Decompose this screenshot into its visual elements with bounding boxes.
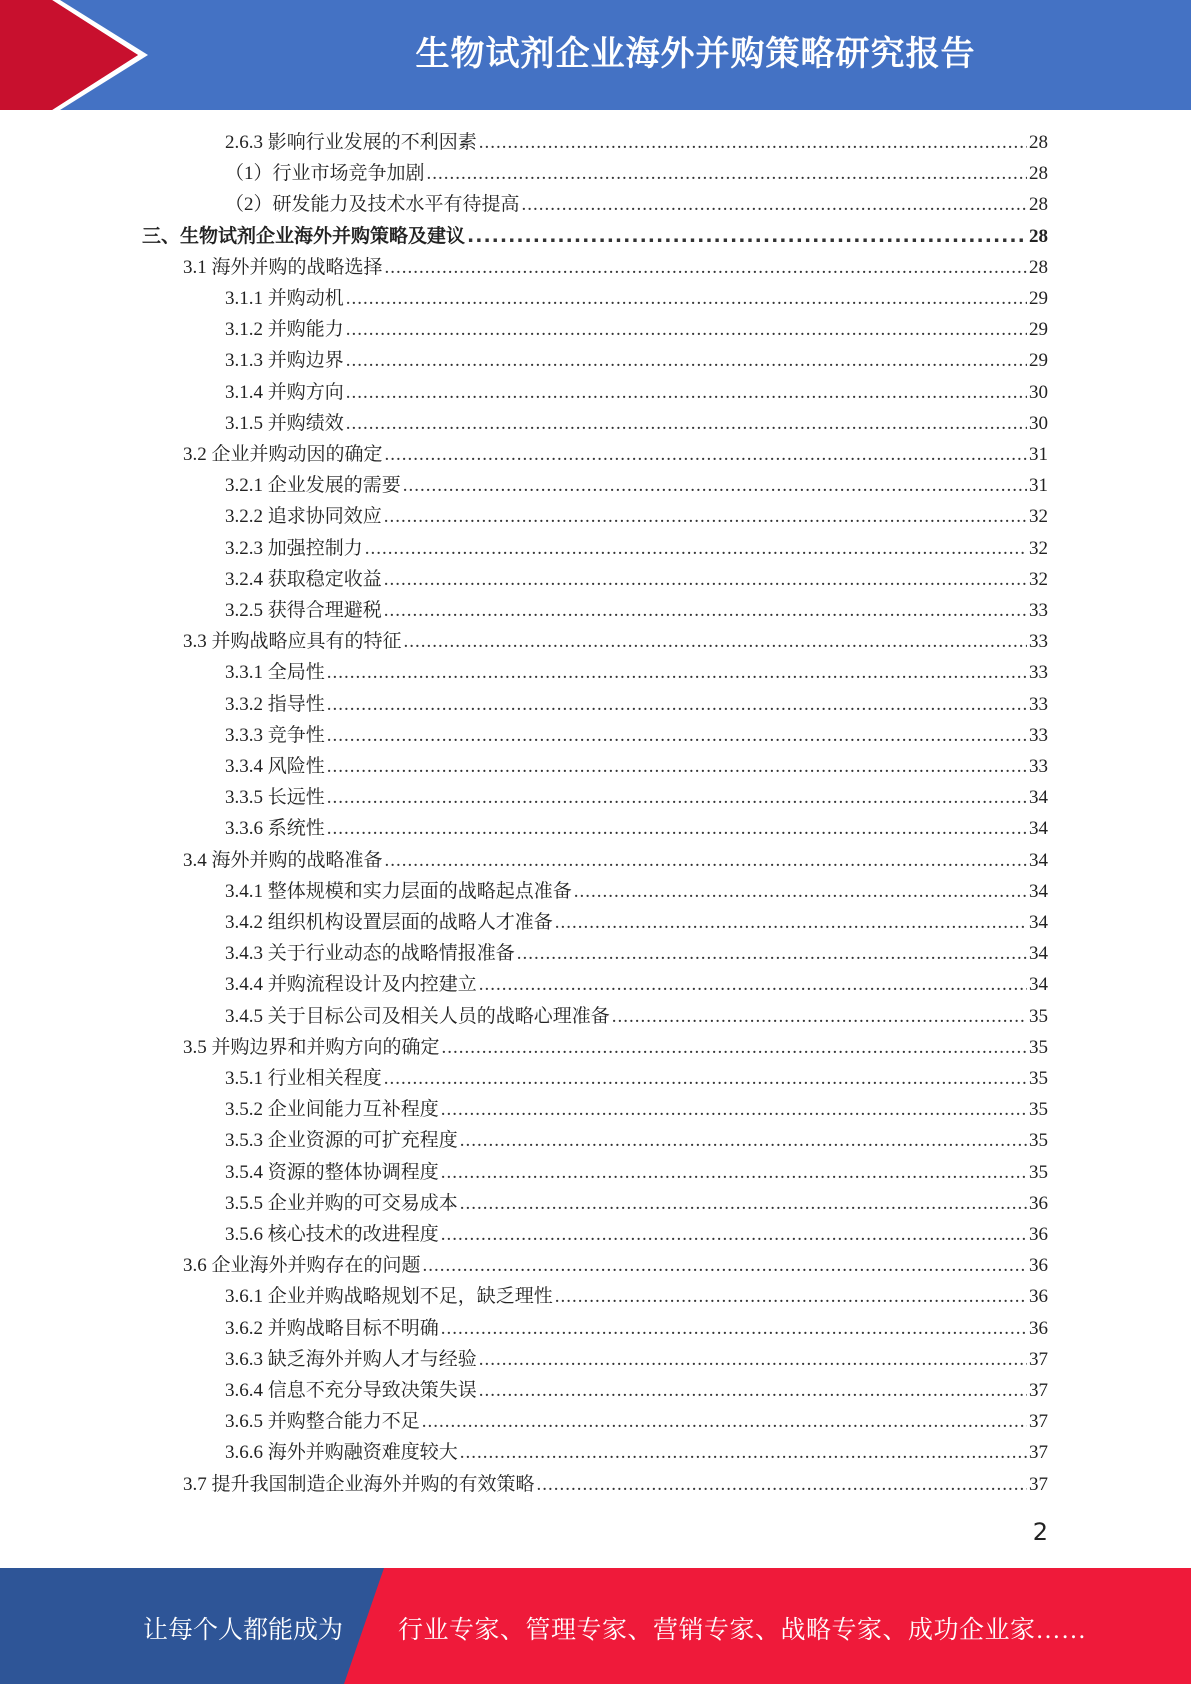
toc-entry-label: 3.5.6 核心技术的改进程度 [225, 1224, 439, 1245]
toc-entry-label: 3.3 并购战略应具有的特征 [183, 631, 402, 652]
toc-entry-page: 37 [1029, 1349, 1048, 1370]
toc-entry-label: 3.3.3 竞争性 [225, 725, 325, 746]
toc-leader-dots [346, 283, 1027, 314]
toc-entry-label: 3.5.2 企业间能力互补程度 [225, 1099, 439, 1120]
toc-entry[interactable] [142, 221, 1048, 252]
toc-entry-page: 35 [1029, 1037, 1048, 1058]
toc-leader-dots [537, 1469, 1027, 1500]
toc-entry[interactable] [225, 1094, 1048, 1125]
toc-leader-dots [479, 127, 1027, 158]
toc-entry[interactable] [225, 1001, 1048, 1032]
toc-entry[interactable] [183, 1469, 1048, 1500]
toc-entry-page: 33 [1029, 725, 1048, 746]
toc-entry-label: 3.5 并购边界和并购方向的确定 [183, 1037, 440, 1058]
toc-entry[interactable] [225, 876, 1048, 907]
toc-leader-dots [422, 1406, 1027, 1437]
toc-entry[interactable] [225, 1157, 1048, 1188]
toc-leader-dots [479, 1344, 1027, 1375]
toc-entry-page: 32 [1029, 506, 1048, 527]
toc-entry-page: 34 [1029, 974, 1048, 995]
toc-entry-label: 3.1.4 并购方向 [225, 382, 344, 403]
toc-entry-label: 3.5.1 行业相关程度 [225, 1068, 382, 1089]
toc-entry-page: 29 [1029, 288, 1048, 309]
toc-leader-dots [423, 1250, 1027, 1281]
toc-leader-dots [441, 1157, 1027, 1188]
toc-leader-dots [327, 751, 1027, 782]
toc-entry-label: （1）行业市场竞争加剧 [225, 163, 425, 184]
toc-entry-page: 28 [1029, 163, 1048, 184]
toc-leader-dots [612, 1001, 1027, 1032]
toc-entry[interactable] [225, 1375, 1048, 1406]
toc-entry[interactable] [225, 1281, 1048, 1312]
toc-entry[interactable] [225, 1219, 1048, 1250]
toc-entry[interactable] [225, 470, 1048, 501]
toc-entry-page: 36 [1029, 1286, 1048, 1307]
toc-entry[interactable] [225, 345, 1048, 376]
toc-leader-dots [346, 408, 1027, 439]
toc-entry[interactable] [225, 938, 1048, 969]
toc-entry-page: 35 [1029, 1006, 1048, 1027]
toc-leader-dots [385, 439, 1027, 470]
toc-entry-page: 35 [1029, 1099, 1048, 1120]
toc-entry-label: 3.2.5 获得合理避税 [225, 600, 382, 621]
toc-entry-page: 37 [1029, 1380, 1048, 1401]
toc-leader-dots [555, 907, 1027, 938]
footer-roles: 行业专家、管理专家、营销专家、战略专家、成功企业家…… [398, 1617, 1087, 1644]
toc-leader-dots [384, 501, 1027, 532]
toc-entry-page: 36 [1029, 1318, 1048, 1339]
toc-entry-page: 29 [1029, 350, 1048, 371]
header-band [0, 0, 1191, 110]
page-number: 2 [1032, 1518, 1048, 1546]
toc-leader-dots [517, 938, 1027, 969]
toc-entry-page: 32 [1029, 538, 1048, 559]
toc-leader-dots [442, 1032, 1027, 1063]
toc-entry-label: 3.2.3 加强控制力 [225, 538, 363, 559]
toc-entry[interactable] [225, 657, 1048, 688]
report-title: 生物试剂企业海外并购策略研究报告 [415, 34, 976, 74]
toc-entry-page: 29 [1029, 319, 1048, 340]
toc-entry-label: 3.2.2 追求协同效应 [225, 506, 382, 527]
toc-entry-label: 3.6.5 并购整合能力不足 [225, 1411, 420, 1432]
toc-leader-dots [460, 1125, 1027, 1156]
toc-leader-dots [427, 158, 1027, 189]
toc-entry-label: 3.4.4 并购流程设计及内控建立 [225, 974, 477, 995]
toc-entry[interactable] [225, 969, 1048, 1000]
toc-entry-label: 3.4 海外并购的战略准备 [183, 850, 383, 871]
toc-entry-label: 3.2.1 企业发展的需要 [225, 475, 401, 496]
toc-entry[interactable] [225, 1125, 1048, 1156]
toc-leader-dots [327, 813, 1027, 844]
toc-entry-page: 36 [1029, 1255, 1048, 1276]
toc-entry-page: 34 [1029, 818, 1048, 839]
toc-leader-dots [346, 345, 1027, 376]
toc-leader-dots [555, 1281, 1027, 1312]
toc-entry-page: 34 [1029, 943, 1048, 964]
toc-entry-label: 3.5.4 资源的整体协调程度 [225, 1162, 439, 1183]
toc-entry-label: 3.2 企业并购动因的确定 [183, 444, 383, 465]
toc-entry-label: 3.6.1 企业并购战略规划不足，缺乏理性 [225, 1286, 553, 1307]
toc-entry[interactable] [183, 1032, 1048, 1063]
toc-entry[interactable] [225, 189, 1048, 220]
toc-leader-dots [327, 782, 1027, 813]
toc-leader-dots [403, 470, 1027, 501]
toc-entry-label: 3.3.4 风险性 [225, 756, 325, 777]
toc-leader-dots [479, 969, 1027, 1000]
toc-entry-label: 3.3.6 系统性 [225, 818, 325, 839]
toc-entry-label: 3.4.1 整体规模和实力层面的战略起点准备 [225, 881, 572, 902]
toc-entry-page: 33 [1029, 756, 1048, 777]
toc-entry[interactable] [225, 1313, 1048, 1344]
toc-entry-label: 3.6.6 海外并购融资难度较大 [225, 1442, 458, 1463]
toc-entry-label: 3.3.2 指导性 [225, 694, 325, 715]
toc-entry[interactable] [225, 1063, 1048, 1094]
toc-entry-label: 3.2.4 获取稳定收益 [225, 569, 382, 590]
toc-entry[interactable] [225, 127, 1048, 158]
footer-slogan: 让每个人都能成为 [143, 1617, 344, 1644]
toc-entry-page: 28 [1029, 194, 1048, 215]
toc-entry-page: 35 [1029, 1162, 1048, 1183]
toc-entry-label: 2.6.3 影响行业发展的不利因素 [225, 132, 477, 153]
toc-leader-dots [460, 1188, 1027, 1219]
toc-entry[interactable] [225, 1437, 1048, 1468]
toc-entry-label: 3.6.3 缺乏海外并购人才与经验 [225, 1349, 477, 1370]
toc-entry-page: 33 [1029, 662, 1048, 683]
toc-entry[interactable] [183, 1250, 1048, 1281]
toc-leader-dots [384, 595, 1027, 626]
toc-entry-page: 30 [1029, 413, 1048, 434]
toc-entry-label: 3.6.4 信息不充分导致决策失误 [225, 1380, 477, 1401]
toc-leader-dots [441, 1313, 1027, 1344]
toc-entry[interactable] [225, 907, 1048, 938]
toc-entry-label: 3.5.3 企业资源的可扩充程度 [225, 1130, 458, 1151]
toc-entry-page: 34 [1029, 787, 1048, 808]
toc-entry[interactable] [225, 720, 1048, 751]
toc-leader-dots [479, 1375, 1027, 1406]
toc-leader-dots [385, 252, 1027, 283]
toc-entry-label: 3.1.3 并购边界 [225, 350, 344, 371]
toc-entry-page: 31 [1029, 475, 1048, 496]
toc-entry[interactable] [225, 377, 1048, 408]
toc-entry-label: （2）研发能力及技术水平有待提高 [225, 194, 520, 215]
toc-entry[interactable] [225, 813, 1048, 844]
toc-entry-page: 36 [1029, 1224, 1048, 1245]
toc-entry[interactable] [225, 751, 1048, 782]
toc-leader-dots [404, 626, 1027, 657]
toc-entry-page: 32 [1029, 569, 1048, 590]
toc-entry-page: 30 [1029, 382, 1048, 403]
toc-leader-dots [441, 1219, 1027, 1250]
toc-leader-dots [384, 1063, 1027, 1094]
toc-entry-label: 3.7 提升我国制造企业海外并购的有效策略 [183, 1474, 535, 1495]
toc-leader-dots [385, 845, 1027, 876]
toc-entry[interactable] [225, 1188, 1048, 1219]
toc-entry-label: 3.1 海外并购的战略选择 [183, 257, 383, 278]
toc-entry-label: 三、生物试剂企业海外并购策略及建议 [142, 225, 466, 247]
toc-entry[interactable] [183, 626, 1048, 657]
toc-entry[interactable] [225, 501, 1048, 532]
toc-leader-dots [460, 1437, 1027, 1468]
toc-entry[interactable] [225, 408, 1048, 439]
toc-entry-label: 3.1.1 并购动机 [225, 288, 344, 309]
toc-leader-dots [441, 1094, 1027, 1125]
toc-entry[interactable] [225, 158, 1048, 189]
toc-leader-dots [327, 689, 1027, 720]
toc-entry-label: 3.3.5 长远性 [225, 787, 325, 808]
toc-entry[interactable] [225, 1344, 1048, 1375]
toc-entry[interactable] [225, 782, 1048, 813]
toc-entry-label: 3.6.2 并购战略目标不明确 [225, 1318, 439, 1339]
toc-entry-page: 36 [1029, 1193, 1048, 1214]
toc-leader-dots [327, 720, 1027, 751]
toc-entry-label: 3.4.3 关于行业动态的战略情报准备 [225, 943, 515, 964]
toc-entry-page: 35 [1029, 1130, 1048, 1151]
toc-entry[interactable] [225, 283, 1048, 314]
toc-entry-page: 28 [1029, 257, 1048, 278]
toc-entry-page: 34 [1029, 881, 1048, 902]
toc-leader-dots [574, 876, 1027, 907]
toc-leader-dots [346, 314, 1027, 345]
toc-entry[interactable] [183, 252, 1048, 283]
toc-leader-dots [327, 657, 1027, 688]
toc-entry-page: 34 [1029, 912, 1048, 933]
toc-entry-page: 34 [1029, 850, 1048, 871]
toc-entry-page: 31 [1029, 444, 1048, 465]
toc-entry-label: 3.5.5 企业并购的可交易成本 [225, 1193, 458, 1214]
toc-leader-dots [384, 564, 1027, 595]
toc-entry[interactable] [225, 595, 1048, 626]
toc-entry[interactable] [225, 689, 1048, 720]
toc-entry-page: 37 [1029, 1411, 1048, 1432]
toc-leader-dots [365, 533, 1027, 564]
toc-entry-label: 3.1.5 并购绩效 [225, 413, 344, 434]
toc-entry[interactable] [225, 1406, 1048, 1437]
toc-entry-page: 37 [1029, 1474, 1048, 1495]
toc-entry[interactable] [225, 533, 1048, 564]
toc-leader-dots [522, 189, 1027, 220]
toc-leader-dots [467, 221, 1027, 252]
toc-entry-page: 33 [1029, 694, 1048, 715]
toc-entry[interactable] [225, 564, 1048, 595]
toc-entry-label: 3.6 企业海外并购存在的问题 [183, 1255, 421, 1276]
toc-entry-page: 28 [1029, 226, 1048, 247]
footer-band [0, 1568, 1191, 1684]
toc-entry[interactable] [225, 314, 1048, 345]
toc-entry-page: 37 [1029, 1442, 1048, 1463]
toc-entry-page: 33 [1029, 631, 1048, 652]
toc-entry-page: 28 [1029, 132, 1048, 153]
toc-leader-dots [346, 377, 1027, 408]
toc-entry-label: 3.1.2 并购能力 [225, 319, 344, 340]
toc-entry-label: 3.4.2 组织机构设置层面的战略人才准备 [225, 912, 553, 933]
toc-entry[interactable] [183, 845, 1048, 876]
toc-entry-label: 3.3.1 全局性 [225, 662, 325, 683]
toc-entry[interactable] [183, 439, 1048, 470]
toc-entry-page: 35 [1029, 1068, 1048, 1089]
toc-entry-page: 33 [1029, 600, 1048, 621]
toc-entry-label: 3.4.5 关于目标公司及相关人员的战略心理准备 [225, 1006, 610, 1027]
